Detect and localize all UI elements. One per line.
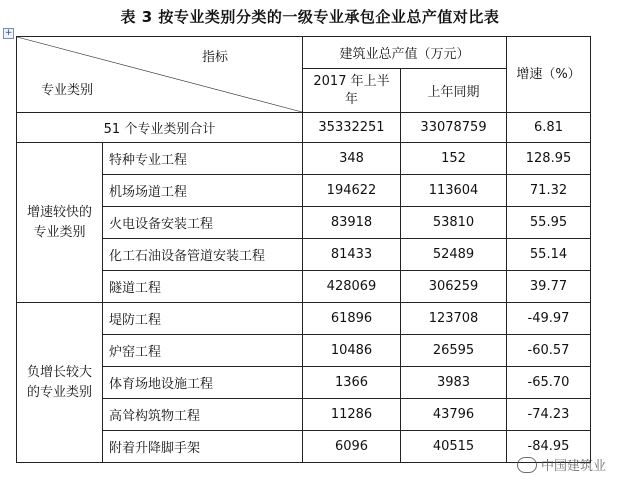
row-prev: 306259 [401,271,507,303]
table-row [17,143,591,175]
row-name: 隧道工程 [103,271,303,303]
period-current-text: 2017 年上半年 [313,73,390,107]
table-row [17,239,591,271]
table-row [17,431,591,463]
row-current: 348 [303,143,401,175]
category-label: 专业类别 [41,83,94,98]
total-current: 35332251 [303,113,401,143]
diagonal-line [17,37,302,112]
table-row [17,303,591,335]
period-prev-header: 上年同期 [401,69,507,113]
total-label: 51 个专业类别合计 [17,113,303,143]
row-current: 428069 [303,271,401,303]
row-prev: 113604 [401,175,507,207]
row-current: 81433 [303,239,401,271]
row-growth: -60.57 [507,335,591,367]
row-prev: 53810 [401,207,507,239]
row-growth: -74.23 [507,399,591,431]
row-prev: 123708 [401,303,507,335]
table-title: 表 3 按专业类别分类的一级专业承包企业总产值对比表 [120,8,500,26]
row-growth: 71.32 [507,175,591,207]
row-name: 机场场道工程 [103,175,303,207]
row-growth: -65.70 [507,367,591,399]
row-name: 特种专业工程 [103,143,303,175]
row-growth: 55.14 [507,239,591,271]
wechat-icon [517,457,537,473]
row-current: 11286 [303,399,401,431]
growth-header [507,37,591,113]
row-current: 194622 [303,175,401,207]
comparison-table [16,36,591,463]
header-diagonal-cell [17,37,303,113]
row-growth: -84.95 [507,431,591,463]
row-current: 10486 [303,335,401,367]
row-name: 高耸构筑物工程 [103,399,303,431]
row-name: 炉窑工程 [103,335,303,367]
row-growth: 55.95 [507,207,591,239]
table-row [17,175,591,207]
table-row [17,399,591,431]
row-current: 1366 [303,367,401,399]
table-row [17,367,591,399]
row-name: 体育场地设施工程 [103,367,303,399]
row-growth: 39.77 [507,271,591,303]
row-growth: 128.95 [507,143,591,175]
table-row [17,207,591,239]
row-current: 83918 [303,207,401,239]
group-label: 负增长较大的专业类别 [17,303,103,463]
row-current: 6096 [303,431,401,463]
group-label: 增速较快的专业类别 [17,143,103,303]
row-name: 火电设备安装工程 [103,207,303,239]
row-prev: 152 [401,143,507,175]
total-prev: 33078759 [401,113,507,143]
watermark-text: 中国建筑业 [540,459,606,474]
growth-header-text: 增速（%） [516,66,581,82]
row-current: 61896 [303,303,401,335]
row-prev: 43796 [401,399,507,431]
value-group-header: 建筑业总产值（万元） [303,37,507,69]
row-name: 附着升降脚手架 [103,431,303,463]
watermark [517,455,606,474]
row-name: 化工石油设备管道安装工程 [103,239,303,271]
table-move-handle-icon[interactable]: + [4,28,13,38]
table-row [17,271,591,303]
row-prev: 26595 [401,335,507,367]
row-prev: 52489 [401,239,507,271]
row-name: 堤防工程 [103,303,303,335]
indicator-label: 指标 [201,50,228,65]
row-growth: -49.97 [507,303,591,335]
row-prev: 3983 [401,367,507,399]
row-prev: 40515 [401,431,507,463]
total-growth: 6.81 [507,113,591,143]
period-current-header [303,69,401,113]
table-row [17,335,591,367]
